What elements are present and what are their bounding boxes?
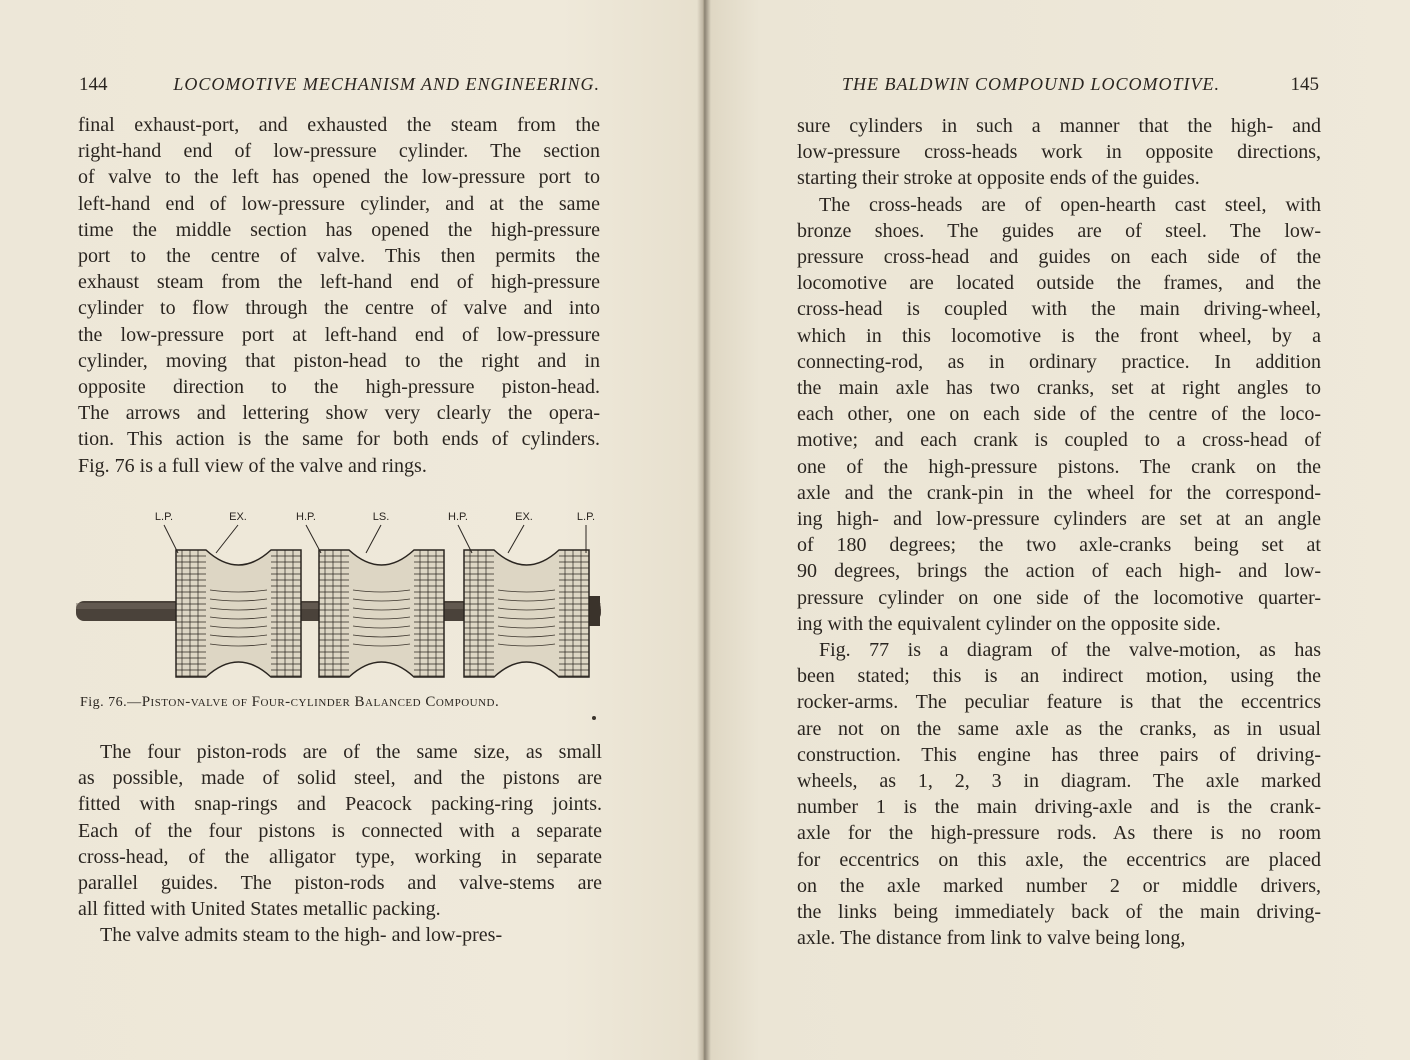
valve-spool (464, 550, 589, 677)
text-line: axle for the high-pressure rods. As there is no room (797, 822, 1321, 845)
label-leaders (164, 525, 586, 553)
ink-dot (592, 716, 596, 720)
valve-spools (176, 550, 589, 677)
figure-label: EX. (229, 511, 247, 523)
left-paragraph-1 (78, 112, 600, 479)
valve-spool (319, 550, 444, 677)
text-line: pressure cross-head and guides on each side of the (797, 246, 1321, 269)
text-line: cross-head, of the alligator type, working in separate (78, 845, 602, 868)
text-line: 90 degrees, brings the action of each high- and low- (797, 560, 1321, 583)
text-line: number 1 is the main driving-axle and is the crank- (797, 796, 1321, 819)
figure-label: EX. (515, 511, 533, 523)
text-line: The arrows and lettering show very clearly the opera- (78, 402, 600, 425)
label-leader-line (508, 525, 524, 553)
piston-valve-figure (76, 505, 601, 685)
text-line: as possible, made of solid steel, and the pistons are (78, 767, 602, 790)
text-line: locomotive are located outside the frames, and the (797, 272, 1321, 295)
text-line: Fig. 76 is a full view of the valve and rings. (78, 454, 427, 477)
text-line: wheels, as 1, 2, 3 in diagram. The axle marked (797, 770, 1321, 793)
figure-label: L.P. (576, 511, 596, 523)
text-line: motive; and each crank is coupled to a cross-head of (797, 429, 1321, 452)
label-leader-line (458, 525, 472, 553)
left-page-number: 144 (79, 74, 108, 95)
text-line: parallel guides. The piston-rods and valve-stems are (78, 872, 602, 895)
text-line: the links being immediately back of the main driving- (797, 901, 1321, 924)
label-leader-line (216, 525, 238, 553)
figure-caption (80, 694, 600, 711)
text-line: low-pressure cross-heads work in opposite directions, (797, 141, 1321, 164)
text-line: of 180 degrees; the two axle-cranks being set at (797, 534, 1321, 557)
text-line: ing with the equivalent cylinder on the opposite side. (797, 612, 1221, 635)
text-line: axle and the crank-pin in the wheel for the correspond- (797, 481, 1321, 504)
text-line: The four piston-rods are of the same size, as small (100, 741, 602, 763)
text-line: pressure cylinder on one side of the locomotive quarter- (797, 586, 1321, 609)
piston-valve-drawing (76, 505, 601, 685)
text-line: been stated; this is an indirect motion, using the (797, 665, 1321, 688)
figure-labels (155, 511, 595, 523)
text-line: are not on the same axle as the cranks, as in usual (797, 717, 1321, 740)
text-line: final exhaust-port, and exhausted the steam from the (78, 114, 600, 136)
text-line: exhaust steam from the left-hand end of high-pressure (78, 271, 600, 294)
right-running-title: THE BALDWIN COMPOUND LOCOMOTIVE. (842, 74, 1220, 94)
text-line: right-hand end of low-pressure cylinder. The section (78, 140, 600, 163)
text-line: cylinder to flow through the centre of valve and into (78, 297, 600, 320)
text-line: connecting-rod, as in ordinary practice. In addition (797, 350, 1321, 373)
figure-label: L.P. (154, 511, 174, 523)
figure-label: H.P. (296, 511, 316, 523)
right-page-number: 145 (1290, 74, 1319, 95)
text-line: Fig. 77 is a diagram of the valve-motion, as has (819, 639, 1321, 662)
text-line: cylinder, moving that piston-head to the right and in (78, 349, 600, 372)
book-gutter (697, 0, 711, 1060)
text-line: construction. This engine has three pairs of driving- (797, 743, 1321, 766)
right-running-head (842, 74, 1319, 96)
text-line: time the middle section has opened the high-pressure (78, 218, 600, 241)
figure-label: H.P. (448, 511, 468, 523)
text-line: left-hand end of low-pressure cylinder, and at the same (78, 192, 600, 215)
text-line: cross-head is coupled with the main driving-wheel, (797, 298, 1321, 321)
left-running-head (79, 74, 600, 96)
text-line: which in this locomotive is the front wheel, by a (797, 324, 1321, 347)
text-line: bronze shoes. The guides are of steel. The low- (797, 219, 1321, 242)
label-leader-line (366, 525, 381, 553)
left-paragraph-2 (78, 739, 602, 949)
text-line: starting their stroke at opposite ends of the guides. (797, 167, 1200, 190)
text-line: one of the high-pressure pistons. The crank on the (797, 455, 1321, 478)
text-line: all fitted with United States metallic packing. (78, 898, 441, 921)
text-line: each other, one on each side of the centre of the loco- (797, 403, 1321, 426)
caption-text: Piston-valve of Four-cylinder Balanced Compound. (141, 694, 500, 710)
text-line: of valve to the left has opened the low-pressure port to (78, 166, 600, 189)
text-line: on the axle marked number 2 or middle drivers, (797, 874, 1321, 897)
text-line: The valve admits steam to the high- and low-pres- (100, 924, 503, 947)
label-leader-line (306, 525, 321, 553)
stem-nut (588, 596, 600, 626)
left-running-title: LOCOMOTIVE MECHANISM AND ENGINEERING. (173, 74, 600, 94)
text-line: opposite direction to the high-pressure piston-head. (78, 376, 600, 399)
text-line: fitted with snap-rings and Peacock packing-ring joints. (78, 793, 602, 816)
label-leader-line (164, 525, 178, 553)
text-line: rocker-arms. The peculiar feature is that the eccentrics (797, 691, 1321, 714)
text-line: The cross-heads are of open-hearth cast steel, with (819, 193, 1321, 216)
text-line: sure cylinders in such a manner that the high- and (797, 115, 1321, 137)
caption-prefix: Fig. 76.— (80, 695, 142, 710)
text-line: the main axle has two cranks, set at right angles to (797, 377, 1321, 400)
figure-label: LS. (372, 511, 390, 523)
text-line: tion. This action is the same for both ends of cylinders. (78, 428, 600, 451)
text-line: port to the centre of valve. This then permits the (78, 245, 600, 268)
valve-spool (176, 550, 301, 677)
text-line: the low-pressure port at left-hand end of low-pressure (78, 323, 600, 346)
text-line: axle. The distance from link to valve being long, (797, 927, 1186, 950)
text-line: ing high- and low-pressure cylinders are set at an angle (797, 508, 1321, 531)
text-line: for eccentrics on this axle, the eccentrics are placed (797, 848, 1321, 871)
right-page-text (797, 113, 1321, 952)
text-line: Each of the four pistons is connected with a separate (78, 819, 602, 842)
